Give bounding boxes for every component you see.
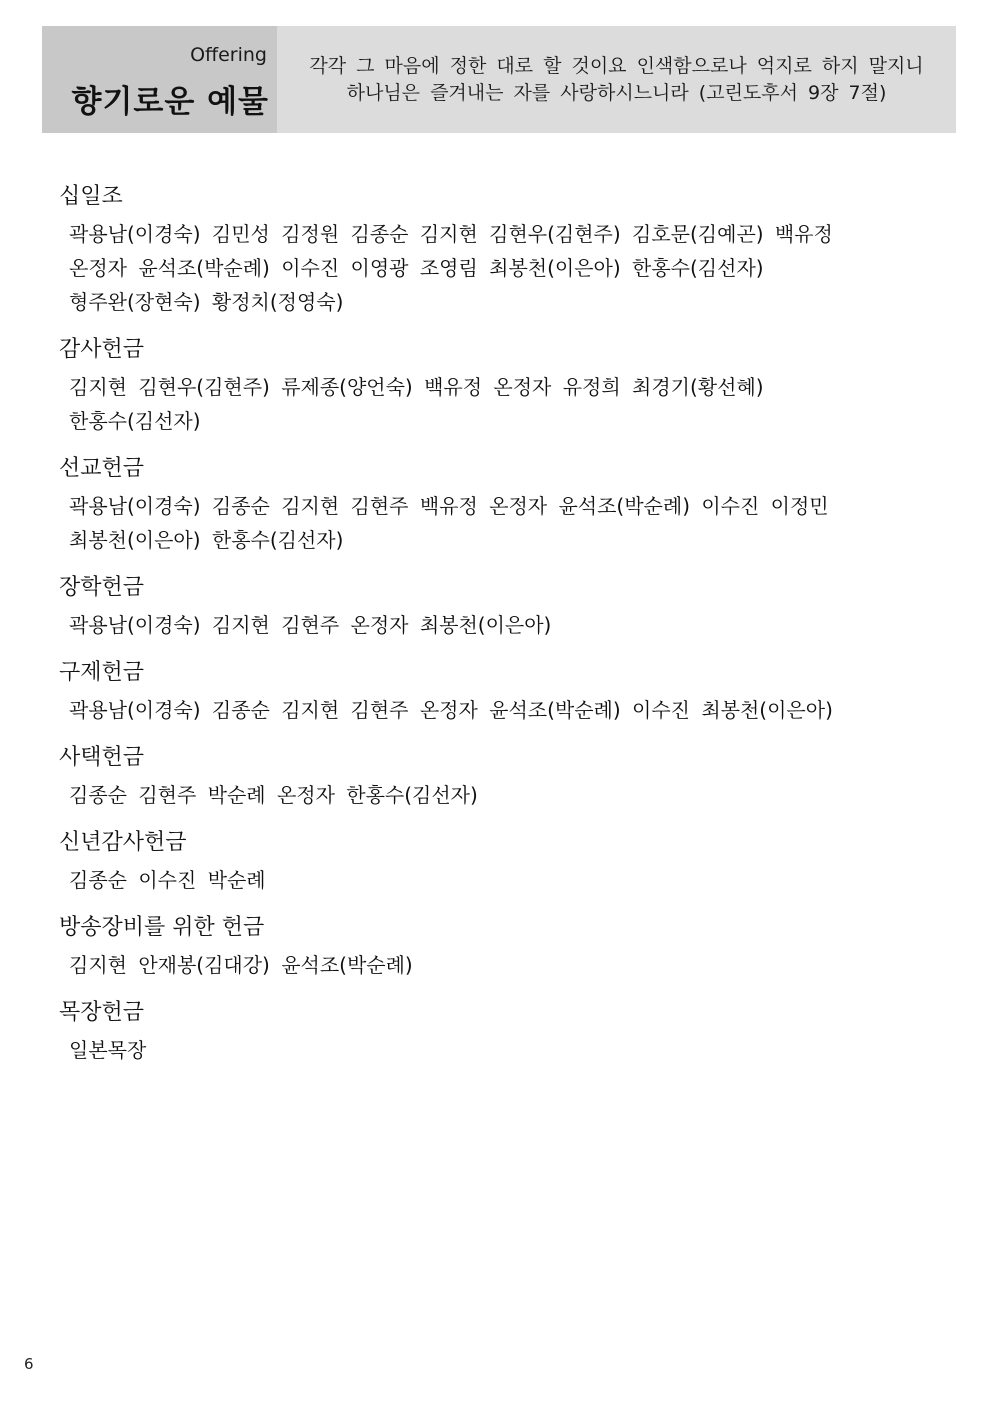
page-number: 6 [24, 1355, 34, 1373]
section-title: 장학헌금 [59, 575, 145, 600]
header-title-block [42, 26, 277, 133]
section-relief [59, 656, 939, 727]
donor-line: 온정자 윤석조(박순례) 이수진 이영광 조영림 최봉천(이은아) 한홍수(김선자) [69, 256, 764, 280]
donor-names [69, 1033, 939, 1067]
section-parsonage [59, 741, 939, 812]
donor-line: 김지현 김현우(김현주) 류제종(양언숙) 백유정 온정자 유정희 최경기(황선혜) [69, 375, 764, 399]
verse-line-1: 각각 그 마음에 정한 대로 할 것이요 인색함으로나 억지로 하지 말지니 [309, 55, 924, 77]
donor-line: 일본목장 [69, 1038, 147, 1062]
donor-line: 곽용남(이경숙) 김민성 김정원 김종순 김지현 김현우(김현주) 김호문(김예곤) 백유정 [69, 222, 833, 246]
scripture-verse [277, 26, 956, 133]
donor-line: 곽용남(이경숙) 김종순 김지현 김현주 백유정 온정자 윤석조(박순례) 이수진 이정민 [69, 494, 829, 518]
donor-line: 형주완(장현숙) 황정치(정영숙) [69, 290, 344, 314]
header-label-en: Offering [190, 44, 267, 66]
donor-line: 한홍수(김선자) [69, 409, 201, 433]
donor-line: 곽용남(이경숙) 김종순 김지현 김현주 온정자 윤석조(박순례) 이수진 최봉천(이은아) [69, 698, 833, 722]
donor-names [69, 608, 939, 642]
section-tithe [59, 180, 939, 319]
offering-header [42, 26, 956, 133]
section-cell-group [59, 996, 939, 1067]
section-new-year-thanksgiving [59, 826, 939, 897]
donor-line: 김종순 김현주 박순례 온정자 한홍수(김선자) [69, 783, 478, 807]
section-title: 신년감사헌금 [59, 830, 187, 855]
donor-names [69, 693, 939, 727]
section-title: 십일조 [59, 184, 123, 209]
donor-names [69, 863, 939, 897]
offering-list [59, 180, 939, 1081]
section-broadcast-equipment [59, 911, 939, 982]
section-title: 사택헌금 [59, 745, 145, 770]
donor-line: 최봉천(이은아) 한홍수(김선자) [69, 528, 344, 552]
donor-names [69, 370, 939, 438]
page-title: 향기로운 예물 [71, 84, 269, 120]
section-mission [59, 452, 939, 557]
donor-line: 김종순 이수진 박순례 [69, 868, 266, 892]
donor-names [69, 948, 939, 982]
verse-line-2: 하나님은 즐겨내는 자를 사랑하시느니라 (고린도후서 9장 7절) [346, 82, 887, 104]
donor-line: 곽용남(이경숙) 김지현 김현주 온정자 최봉천(이은아) [69, 613, 552, 637]
donor-names [69, 489, 939, 557]
section-thanksgiving [59, 333, 939, 438]
section-title: 방송장비를 위한 헌금 [59, 915, 265, 940]
section-title: 구제헌금 [59, 660, 145, 685]
section-title: 감사헌금 [59, 337, 145, 362]
section-scholarship [59, 571, 939, 642]
donor-line: 김지현 안재봉(김대강) 윤석조(박순례) [69, 953, 413, 977]
section-title: 선교헌금 [59, 456, 145, 481]
donor-names [69, 217, 939, 319]
donor-names [69, 778, 939, 812]
section-title: 목장헌금 [59, 1000, 145, 1025]
